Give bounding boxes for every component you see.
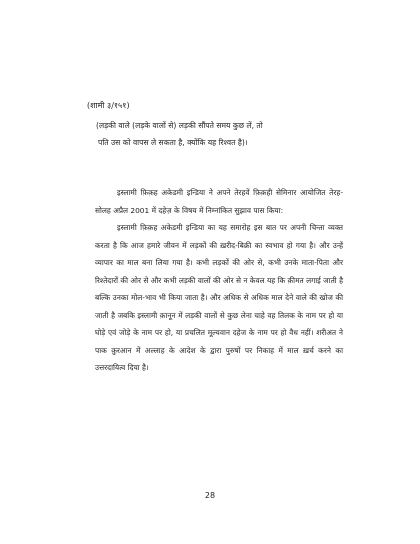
quote-line: (लड़की वाले (लड़के वालों से) लड़की सौंपते समय कुछ लें, तो: [96, 121, 263, 130]
quoted-ruling: [96, 117, 336, 151]
paragraph: इस्लामी फ़िक़ह अकेडमी इन्डिया ने अपने तेरहवें फ़िक़ही सेमिनार आयोजित तेरह-सोलह अप्रैल 2001 में दहेज़ के विषय में निम्नांकित सुझाव पास किया:: [95, 188, 343, 215]
page-number: 28: [204, 491, 216, 500]
body-text: [95, 184, 343, 377]
paragraph: इस्लामी फ़िक़ह अकेडमी इन्डिया का यह समारोह इस बात पर अपनी चिन्ता व्यक्त करता है कि आज हमारे जीवन में लड़कों की ख़रीद-बिक्री का स्वभाव हो गया है। और उन्हें व्यापार का माल बना लिया गया है। कभी लड़कों की ओर से, कभी उनके माता-पिता और रिश्तेदारों की ओर से और कभी लड़की वालों की ओर से न केवल यह कि क़ीमत लगाई जाती है बल्कि उनका मोल-भाव भी किया जाता है। और अधिक से अधिक माल देने वाले की खोज की जाती है जबकि इस्लामी क़ानून में लड़की वालों से कुछ लेना चाहे वह तिलक के नाम पर हो या घोड़े एवं जोड़े के नाम पर हो, या प्रचलित मूल्यवान दहेज के नाम पर हो वैध नहीं। शरीअत ने पाक क़ुरआन में अल्लाह के आदेश के द्वारा पुरुषों पर निकाह में माल ख़र्च करने का उत्तरदायित्व दिया है।: [95, 223, 343, 372]
citation-reference: (शामी ३/१५१): [87, 101, 130, 110]
quote-line: पति उस को वापस ले सकता है, क्योंकि यह रिश्वत है)।: [98, 138, 248, 147]
